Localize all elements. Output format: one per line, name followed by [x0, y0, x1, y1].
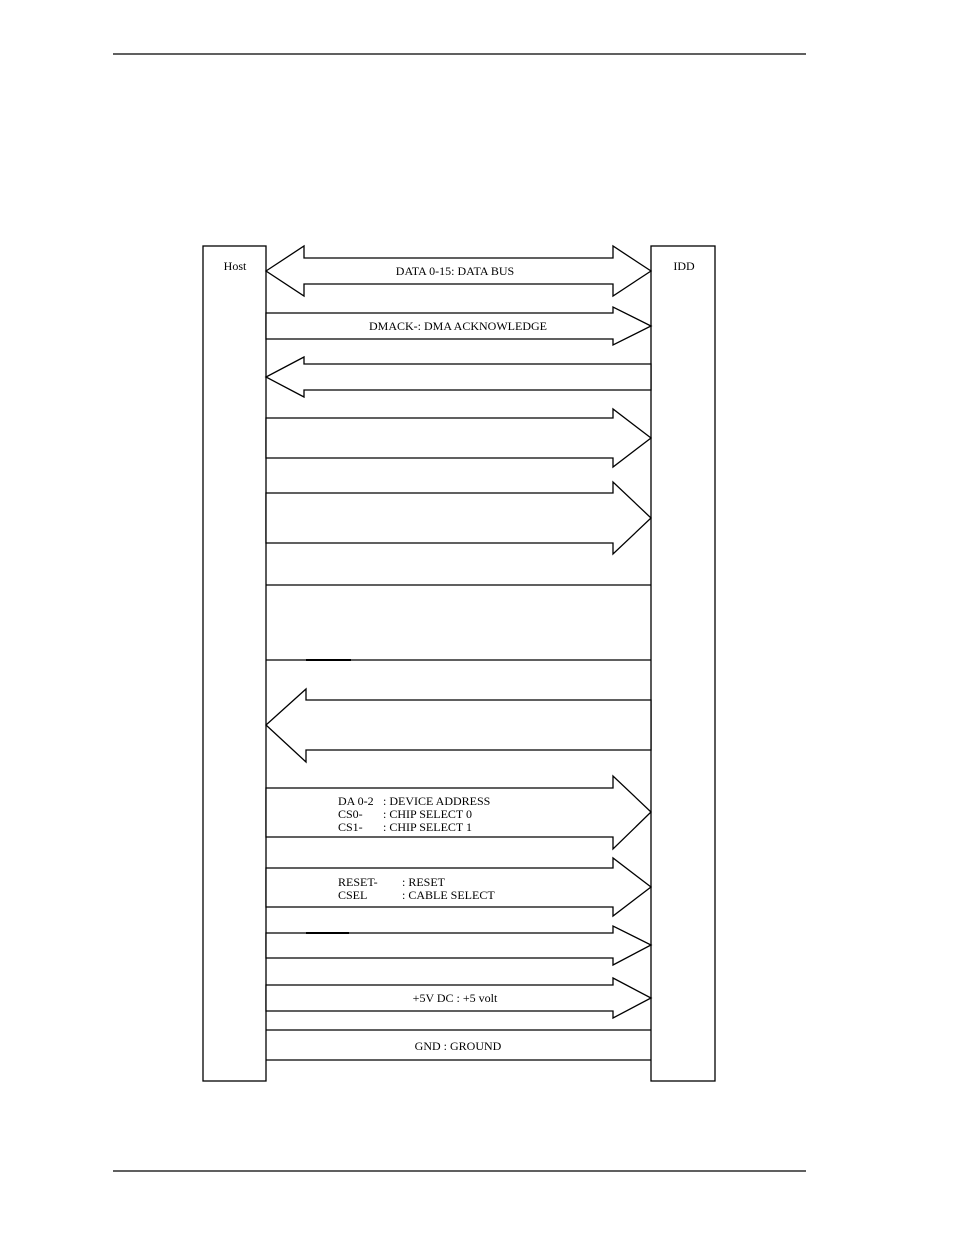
reset-csel-arrow	[266, 858, 651, 916]
da-name: DA 0-2	[338, 794, 374, 808]
csel-name: CSEL	[338, 888, 368, 902]
idd-box	[651, 246, 715, 1081]
reset-desc: : RESET	[402, 875, 446, 889]
cs1-name: CS1-	[338, 820, 363, 834]
host-to-idd-arrow-2	[266, 482, 651, 554]
da-desc: : DEVICE ADDRESS	[383, 794, 491, 808]
host-label: Host	[223, 259, 247, 273]
idd-label: IDD	[673, 259, 695, 273]
ground-label: GND : GROUND	[414, 1039, 502, 1053]
csel-desc: : CABLE SELECT	[402, 888, 495, 902]
idd-to-host-arrow-1	[266, 357, 651, 397]
host-to-idd-arrow-3	[266, 926, 651, 965]
cs1-desc: : CHIP SELECT 1	[383, 820, 473, 834]
host-box	[203, 246, 266, 1081]
cs0-desc: : CHIP SELECT 0	[383, 807, 473, 821]
host-to-idd-arrow-1	[266, 409, 651, 467]
data-bus-label: DATA 0-15: DATA BUS	[395, 264, 515, 278]
reset-name: RESET-	[338, 875, 378, 889]
idd-to-host-arrow-2	[266, 689, 651, 762]
power-label: +5V DC : +5 volt	[412, 991, 498, 1005]
cs0-name: CS0-	[338, 807, 363, 821]
dmack-label: DMACK-: DMA ACKNOWLEDGE	[369, 319, 547, 333]
device-address-text	[338, 794, 490, 834]
